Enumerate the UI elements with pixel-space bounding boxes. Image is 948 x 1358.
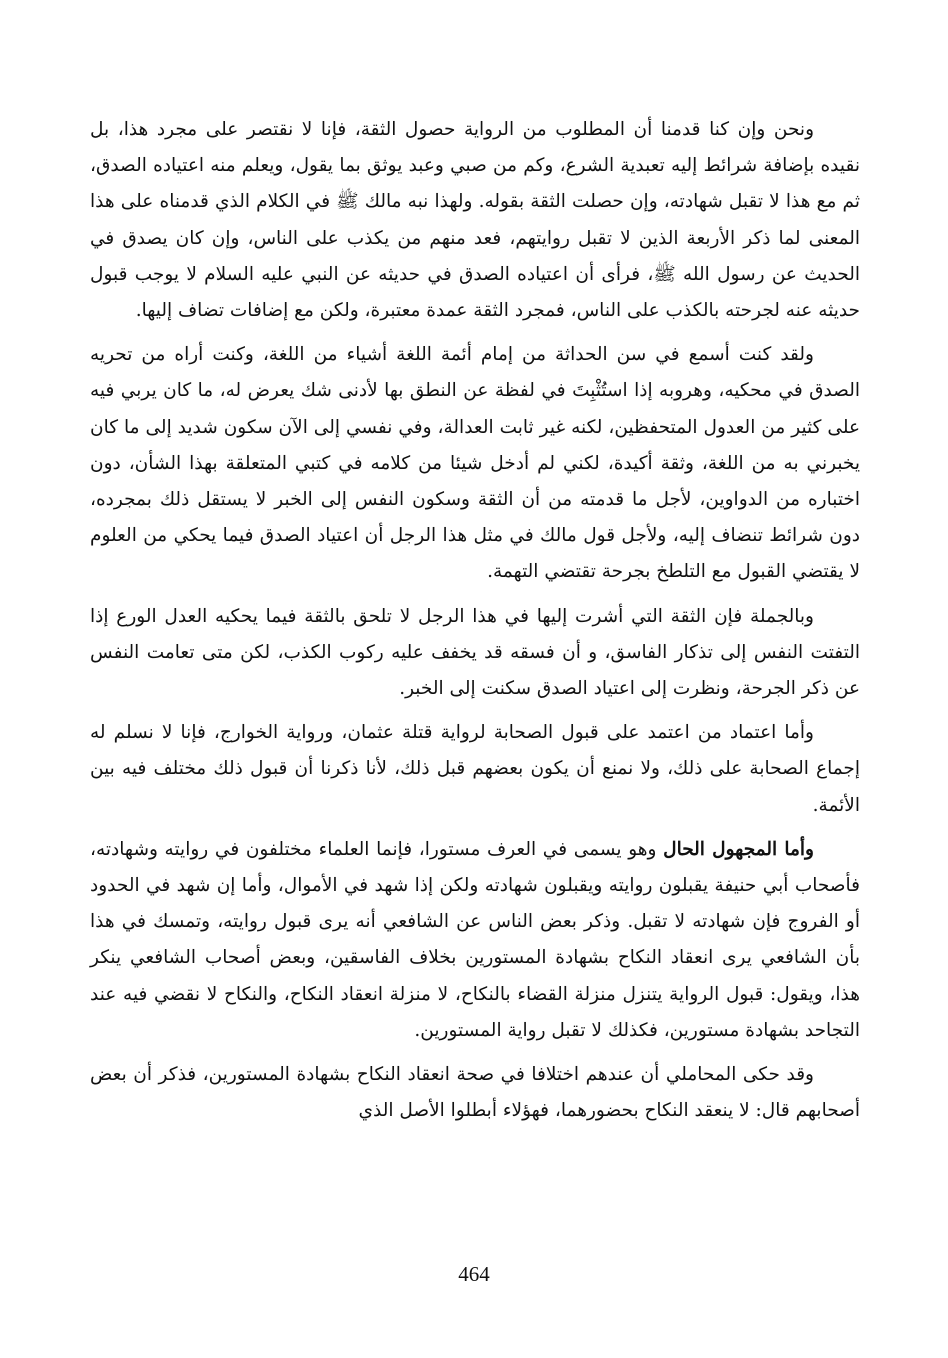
paragraph-5: [90, 832, 860, 1049]
paragraph-6: وقد حكى المحاملي أن عندهم اختلافا في صحة انعقاد النكاح بشهادة المستورين، فذكر أن بعض أصحابهم قال: لا ينعقد النكاح بحضورهما، فهؤلاء أبطلوا الأصل الذي: [90, 1064, 860, 1122]
bold-lead-term: وأما المجهول الحال: [663, 838, 814, 860]
paragraph-3: وبالجملة فإن الثقة التي أشرت إليها في هذا الرجل لا تلحق بالثقة فيما يحكيه العدل الورع إذا التفتت النفس إلى تذكار الفاسق، و أن فسقه قد يخفف عليه ركوب الكذب، لكن متى تعامت النفس عن ذكر الجرحة، ونظرت إلى اعتياد الصدق سكنت إلى الخبر.: [90, 605, 860, 700]
body-text: [90, 112, 860, 1137]
paragraph-2: ولقد كنت أسمع في سن الحداثة من إمام أئمة اللغة أشياء من اللغة، وكنت أراه من تحريه الصدق في محكيه، وهروبه إذا استُثْبِتَ في لفظة عن النطق بها لأدنى شك يعرض له، ما كان يربي فيه على كثير من العدول المتحفظين، لكنه غير ثابت العدالة، وفي نفسي إلى الآن سكون شديد إلى ما كان يخبرني به من اللغة، وثقة أكيدة، لكني لم أدخل شيئا من كلامه في كتبي المتعلقة بهذا الشأن، دون اختباره من الدواوين، لأجل ما قدمته من أن الثقة وسكون النفس إلى الخبر لا يستقل ذلك بمجرده، دون شرائط تنضاف إليه، ولأجل قول مالك في مثل هذا الرجل أن اعتياد الصدق فيما يحكي من العلوم لا يقتضي القبول مع التلطخ بجرحة تقتضي التهمة.: [90, 344, 860, 583]
paragraph-1: ونحن وإن كنا قدمنا أن المطلوب من الرواية حصول الثقة، فإنا لا نقتصر على مجرد هذا، بل نقيده بإضافة شرائط إليه تعبدية الشرع، وكم من صبي وعبد يوثق بما يقول، ويعلم منه اعتياده الصدق، ثم مع هذا لا تقبل شهادته، وإن حصلت الثقة بقوله. ولهذا نبه مالك ﷺ في الكلام الذي قدمناه على هذا المعنى لما ذكر الأربعة الذين لا تقبل روايتهم، فعد منهم من يكذب على الناس، وإن كان يصدق في الحديث عن رسول الله ﷺ، فرأى أن اعتياده الصدق في حديثه عن النبي عليه السلام لا يوجب قبول حديثه عنه لجرحته بالكذب على الناس، فمجرد الثقة عمدة معتبرة، ولكن مع إضافات تضاف إليها.: [90, 119, 860, 322]
paragraph-5-text: وهو يسمى في العرف مستورا، فإنما العلماء مختلفون في روايته وشهادته، فأصحاب أبي حنيفة يقبلون روايته ويقبلون شهادته ولكن إذا شهد في الأموال، وأما إن شهد في الحدود أو الفروج فإن شهادته لا تقبل. وذكر بعض الناس عن الشافعي أنه يرى قبول روايته، وتمسك في هذا بأن الشافعي يرى انعقاد النكاح بشهادة المستورين بخلاف الفاسقين، وبعض أصحاب الشافعي ينكر هذا، ويقول: قبول الرواية يتنزل منزلة القضاء بالنكاح، لا منزلة انعقاد النكاح، والنكاح لا نقضي فيه عند التجاحد بشهادة مستورين، فكذلك لا تقبل رواية المستورين.: [90, 838, 860, 1041]
paragraph-4: وأما اعتماد من اعتمد على قبول الصحابة لرواية قتلة عثمان، ورواية الخوارج، فإنا لا نسلم له إجماع الصحابة على ذلك، ولا نمنع أن يكون بعضهم قبل ذلك، لأنا ذكرنا أن قبول ذلك مختلف فيه بين الأئمة.: [90, 722, 860, 816]
page-number: 464: [458, 1262, 490, 1286]
